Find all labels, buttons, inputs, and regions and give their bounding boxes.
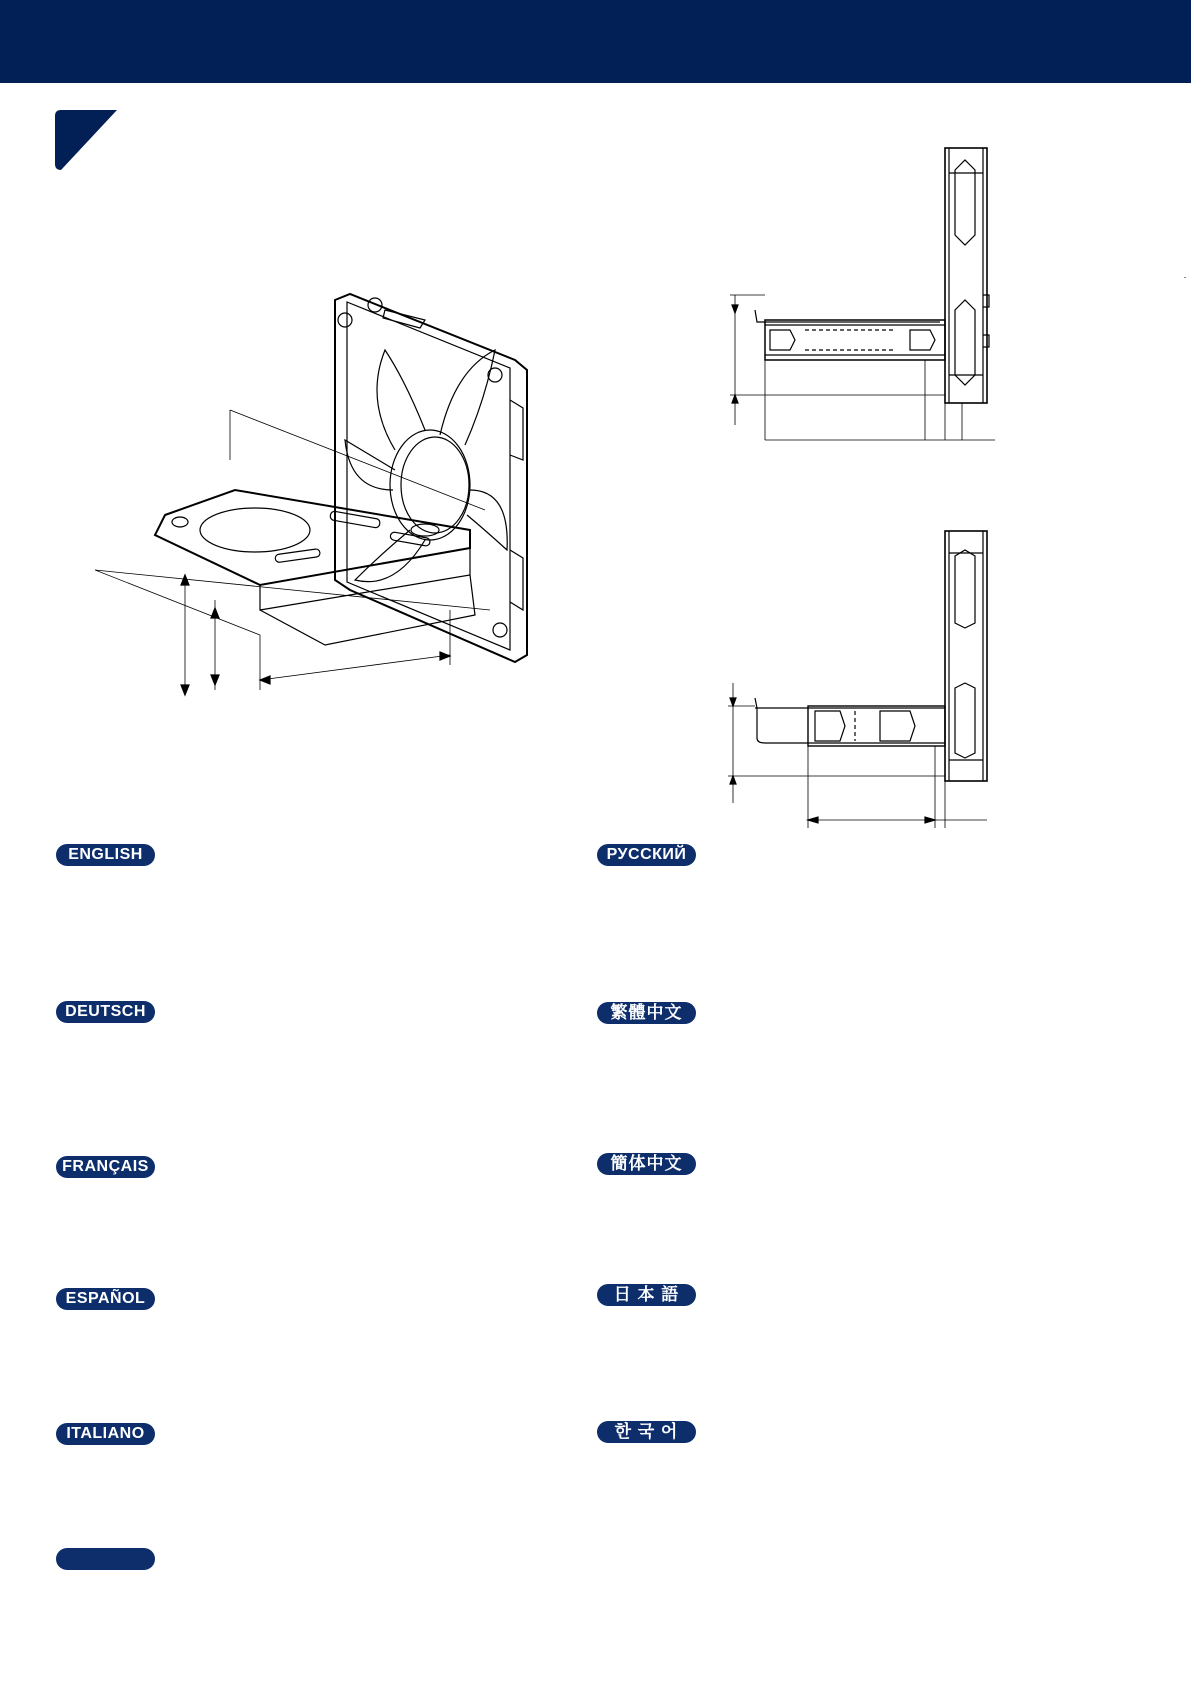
- language-badge-simplified-chinese: 簡体中文: [597, 1153, 696, 1175]
- language-badge-russian: РУССКИЙ: [597, 844, 696, 866]
- language-badge-italiano: ITALIANO: [56, 1423, 155, 1445]
- language-badge-deutsch: DEUTSCH: [56, 1001, 155, 1023]
- language-badge-francais: FRANÇAIS: [56, 1156, 155, 1178]
- isometric-fan-bracket-drawing: [95, 290, 540, 740]
- language-badge-traditional-chinese: 繁體中文: [597, 1002, 696, 1024]
- side-view-drawing-1: [725, 145, 1005, 450]
- section-corner-mark: [55, 110, 117, 170]
- stray-mark: [1184, 277, 1186, 278]
- header-bar: [0, 0, 1191, 83]
- language-badge-espanol: ESPAÑOL: [56, 1288, 155, 1310]
- language-badge-empty: [56, 1548, 155, 1570]
- language-badge-japanese: 日 本 語: [597, 1284, 696, 1306]
- side-view-drawing-2: [725, 528, 1005, 828]
- language-badge-korean: 한 국 어: [597, 1421, 696, 1443]
- language-badge-english: ENGLISH: [56, 844, 155, 866]
